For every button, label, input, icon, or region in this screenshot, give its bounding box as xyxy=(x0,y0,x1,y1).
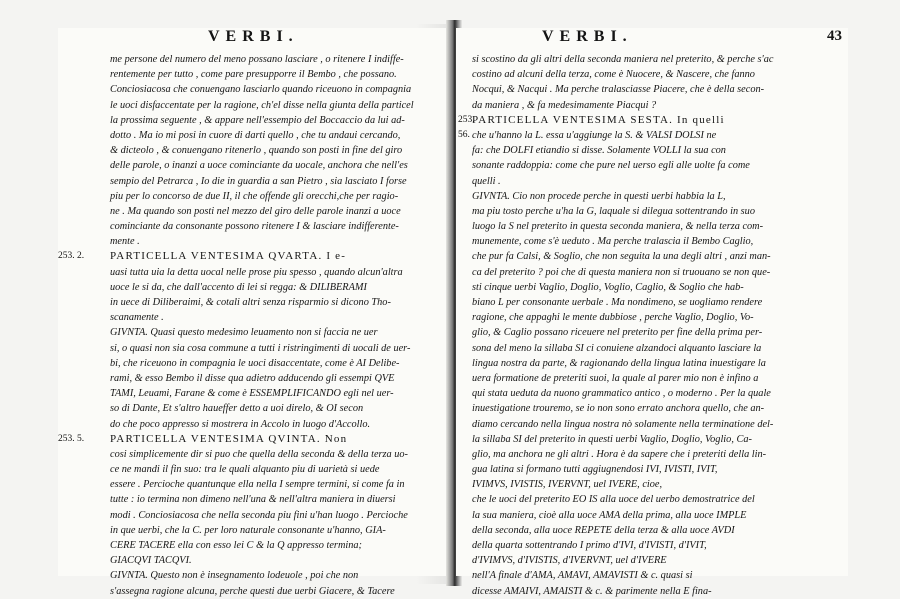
text-line xyxy=(472,584,773,599)
text-line xyxy=(472,67,773,82)
section-heading xyxy=(58,249,414,264)
text-line xyxy=(472,462,773,477)
text-line xyxy=(472,356,773,371)
line-text: essere . Percioche quantunque ella nella I sempre termini, si come fa in xyxy=(110,479,405,491)
line-text: in que uerbi, che la C. per loro naturale consonante u'hanno, GIA- xyxy=(110,524,386,536)
text-line xyxy=(472,204,773,219)
text-line xyxy=(110,265,414,280)
text-line xyxy=(472,158,773,173)
text-line xyxy=(110,447,414,462)
line-text: della quarta sottentrando I primo d'IVI, d'IVISTI, d'IVIT, xyxy=(472,540,707,551)
text-line xyxy=(472,189,773,204)
line-text: rentemente per tutto , come pare presupporre il Bembo , che possano. xyxy=(110,69,397,81)
line-text: dicesse AMAIVI, AMAISTI & c. & parimente nella E fina- xyxy=(472,585,712,597)
line-text: lingua nostra da parte, & ragionando della lingua latina inuestigare la xyxy=(472,357,766,369)
text-line xyxy=(110,158,414,173)
margin-reference: 253. 2. xyxy=(58,251,85,262)
text-line xyxy=(110,492,414,507)
line-text: la sua maniera, cioè alla uoce AMA della prima, alla uoce IMPLE xyxy=(472,509,747,521)
text-line xyxy=(110,189,414,204)
line-text: Conciosiacosa che conuengano lasciarlo quando riceuono in compagnia xyxy=(110,84,412,96)
text-line xyxy=(472,371,773,386)
header-title: VERBI. xyxy=(208,28,299,45)
line-text: ce ne mandi il fin suo: tra le quali alquanto piu di uarietà si uede xyxy=(110,464,380,476)
line-text: bi, che riceuono in compagnia le uoci disaccentate, come è AI Delibe- xyxy=(110,357,400,369)
text-line xyxy=(110,219,414,234)
margin-reference: 56. xyxy=(458,129,470,140)
line-text: quelli . xyxy=(472,175,501,187)
header-title: VERBI. xyxy=(542,28,633,45)
margin-reference: 253. xyxy=(458,114,475,125)
text-line xyxy=(458,128,773,143)
text-line xyxy=(472,523,773,538)
text-line xyxy=(110,386,414,401)
line-text: ne . Ma quando son posti nel mezzo del giro delle parole inanzi a uoce xyxy=(110,205,401,217)
text-line xyxy=(472,432,773,447)
section-heading xyxy=(458,113,773,128)
line-text: sona del meno la sillaba SI ci conuiene alzandoci alquanto lasciare la xyxy=(472,342,762,354)
line-text: scanamente . xyxy=(110,312,164,324)
text-line xyxy=(110,310,414,325)
text-line xyxy=(472,82,773,97)
text-line xyxy=(110,341,414,356)
line-text: IVIMVS, IVISTIS, IVERVNT, uel IVERE, cioe, xyxy=(472,479,663,491)
line-text: delle parole, o inanzi a uoce cominciante da uocale, anchora che nell'es xyxy=(110,160,408,172)
line-text: d'IVIMVS, d'IVISTIS, d'IVERVNT, uel d'IVERE xyxy=(472,555,667,567)
line-text: inuestigatione trouremo, se io non sono errato anchora quello, che an- xyxy=(472,403,765,415)
line-text: gua latina si formano tutti aggiugnendosi IVI, IVISTI, IVIT, xyxy=(472,464,718,476)
text-line xyxy=(110,371,414,386)
text-line xyxy=(472,219,773,234)
text-line xyxy=(472,508,773,523)
line-text: & dicteolo , & conuengano ritenerlo , quando son posti in fine del giro xyxy=(110,145,403,157)
text-line xyxy=(110,113,414,128)
page-number: 43 xyxy=(827,28,842,44)
line-text: me persone del numero del meno possano lasciare , o ritenere I indiffe- xyxy=(110,54,404,65)
line-text: TAMI, Leuami, Farane & come è ESSEMPLIFICANDO egli nel uer- xyxy=(110,388,394,400)
text-line xyxy=(472,553,773,568)
section-heading xyxy=(58,432,414,447)
line-text: GIVNTA. Cio non procede perche in questi uerbi habbia la L, xyxy=(472,190,726,202)
text-line xyxy=(472,568,773,583)
line-text: le uoci disfaccentate per la ragione, ch'el disse nella giunta della particel xyxy=(110,99,414,111)
text-line xyxy=(472,325,773,340)
text-line xyxy=(110,295,414,310)
text-line xyxy=(110,325,414,340)
line-text: biano L per consonante uerbale . Ma nondimeno, se uogliamo rendere xyxy=(472,297,763,308)
line-text: mente . xyxy=(110,236,140,248)
text-line xyxy=(110,52,414,67)
line-text: che u'hanno la L. essa u'aggiunge la S. & VALSI DOLSI ne xyxy=(472,129,717,141)
text-line xyxy=(472,447,773,462)
line-text: ca del preterito ? poi che di questa maniera non si truouano se non que- xyxy=(472,266,771,278)
text-line xyxy=(110,280,414,295)
line-text: so di Dante, Et s'altro haueffer detto a uoi direlo, & OI secon xyxy=(110,403,364,415)
text-line xyxy=(472,265,773,280)
text-line xyxy=(472,310,773,325)
text-line xyxy=(110,128,414,143)
line-text: ma piu tosto perche u'ha la G, laquale si dilegua sottentrando in suo xyxy=(472,205,755,217)
right-page xyxy=(456,28,848,597)
text-line xyxy=(472,280,773,295)
line-text: diamo cercando nella lingua nostra nò solamente nella terminatione del- xyxy=(472,418,774,430)
line-text: della seconda, alla uoce REPETE della terza & alla uoce AVDI xyxy=(472,524,735,536)
text-line xyxy=(110,538,414,553)
line-text: dotto . Ma io mi posi in cuore di darti quello , che tu andaui cercando, xyxy=(110,129,401,141)
line-text: CERE TACERE ella con esso lei C & la Q appresso termina; xyxy=(110,540,362,551)
text-line xyxy=(472,52,773,67)
line-text: la prossima seguente , & appare nell'essempio del Boccaccio da lui ad- xyxy=(110,114,405,126)
text-line xyxy=(472,477,773,492)
line-text: qui stata ueduta da nuono grammatico antico , o moderno . Per la quale xyxy=(472,388,771,400)
line-text: sonante raddoppia: come che pure nel uerso egli alle uolte fa come xyxy=(472,160,750,172)
text-line xyxy=(110,143,414,158)
text-line xyxy=(472,234,773,249)
text-line xyxy=(110,553,414,568)
text-line xyxy=(472,417,773,432)
line-text: luogo la S nel preterito in questa seconda maniera, & nella terza com- xyxy=(472,221,764,233)
text-line xyxy=(110,356,414,371)
text-line xyxy=(110,98,414,113)
running-header xyxy=(58,28,454,50)
text-line xyxy=(472,386,773,401)
line-text: glio, ma anchora ne gli altri . Hora è da sapere che i preteriti della lin- xyxy=(472,448,767,460)
line-text: cosi simplicemente dir si puo che quella della seconda & della terza uo- xyxy=(110,448,408,460)
line-text: PARTICELLA VENTESIMA QVINTA. Non xyxy=(110,432,348,445)
text-line xyxy=(472,538,773,553)
running-header xyxy=(456,28,848,50)
line-text: che pur fa Calsi, & Soglio, che non seguita la una degli altri , anzi man- xyxy=(472,251,771,263)
right-page-text xyxy=(458,52,774,599)
line-text: tutte : io termina non dimeno nell'una & nell'altra maniera in diuersi xyxy=(110,494,396,506)
text-line xyxy=(472,492,773,507)
text-line xyxy=(110,82,414,97)
line-text: che le uoci del preterito EO IS alla uoce del uerbo demostratrice del xyxy=(472,494,755,506)
line-text: PARTICELLA VENTESIMA SESTA. In quelli xyxy=(472,113,725,126)
text-line xyxy=(110,234,414,249)
text-line xyxy=(110,401,414,416)
line-text: fa: che DOLFI etiandio si disse. Solamente VOLLI la sua con xyxy=(472,145,726,157)
line-text: munemente, come s'è ueduto . Ma perche tralascia il Bembo Caglio, xyxy=(472,236,754,248)
line-text: GIVNTA. Questo non è insegnamento lodeuole , poi che non xyxy=(110,570,359,582)
text-line xyxy=(110,584,414,599)
text-line xyxy=(110,523,414,538)
line-text: in uece di Diliberaimi, & cotali altri senza risparmio si dicono Tho- xyxy=(110,297,391,308)
text-line xyxy=(110,67,414,82)
left-page-text xyxy=(58,52,414,599)
line-text: cominciante da consonante possono ritenere I & lasciare indifferente- xyxy=(110,221,399,233)
line-text: ragione, che appaghi le mente dubbiose , perche Vaglio, Doglio, Vo- xyxy=(472,312,754,324)
line-text: rami, & esso Bembo il disse qua adietro adducendo gli essempi QVE xyxy=(110,372,395,384)
text-line xyxy=(110,477,414,492)
text-line xyxy=(472,249,773,264)
text-line xyxy=(472,98,773,113)
margin-reference: 253. 5. xyxy=(58,433,85,444)
line-text: Nocqui, & Nacqui . Ma perche tralasciasse Piacere, che è della secon- xyxy=(472,84,765,96)
line-text: GIACQVI TACQVI. xyxy=(110,555,192,567)
line-text: si, o quasi non sia cosa commune a tutti i ristringimenti di uocali de uer- xyxy=(110,342,411,354)
line-text: da maniera , & fa medesimamente Piacqui ? xyxy=(472,99,657,111)
line-text: la sillaba SI del preterito in questi uerbi Vaglio, Doglio, Voglio, Ca- xyxy=(472,433,752,445)
line-text: sempio del Petrarca , Io die in guardia a san Pietro , sia lasciato I forse xyxy=(110,175,407,187)
line-text: si scostino da gli altri della seconda maniera nel preterito, & perche s'ac xyxy=(472,54,774,65)
line-text: uasi tutta uia la detta uocal nelle prose piu spesso , quando alcun'altra xyxy=(110,266,403,278)
text-line xyxy=(472,174,773,189)
left-page xyxy=(58,28,454,597)
line-text: sti cinque uerbi Vaglio, Doglio, Voglio, Caglio, & Soglio che hab- xyxy=(472,281,744,293)
line-text: GIVNTA. Quasi questo medesimo leuamento non si faccia ne uer xyxy=(110,327,378,339)
text-line xyxy=(110,174,414,189)
line-text: s'assegna ragione alcuna, perche questi due uerbi Giacere, & Tacere xyxy=(110,585,395,597)
line-text: uoce le si da, che dall'accento di lei si regga: & DILIBERAMI xyxy=(110,281,367,293)
text-line xyxy=(472,295,773,310)
text-line xyxy=(472,143,773,158)
line-text: do che poco appresso si mostrera in Accolo in luogo d'Accollo. xyxy=(110,418,371,430)
line-text: costino ad alcuni della terza, come è Nuocere, & Nascere, che fanno xyxy=(472,69,755,81)
text-line xyxy=(110,204,414,219)
line-text: uera formatione de preteriti suoi, la quale al parer mio non è infino a xyxy=(472,372,759,384)
line-text: glio, & Caglio possano riceuere nel preterito per fine della prima per- xyxy=(472,327,763,339)
text-line xyxy=(110,462,414,477)
text-line xyxy=(110,417,414,432)
text-line xyxy=(472,401,773,416)
line-text: PARTICELLA VENTESIMA QVARTA. I e- xyxy=(110,250,347,263)
line-text: piu per lo concorso de due II, il che offende gli orecchi,che per ragio- xyxy=(110,190,399,202)
text-line xyxy=(472,341,773,356)
line-text: nell'A finale d'AMA, AMAVI, AMAVISTI & c. quasi si xyxy=(472,570,693,582)
text-line xyxy=(110,568,414,583)
text-line xyxy=(110,508,414,523)
line-text: modi . Conciosiacosa che nella seconda piu fini u'han luogo . Percioche xyxy=(110,509,408,521)
